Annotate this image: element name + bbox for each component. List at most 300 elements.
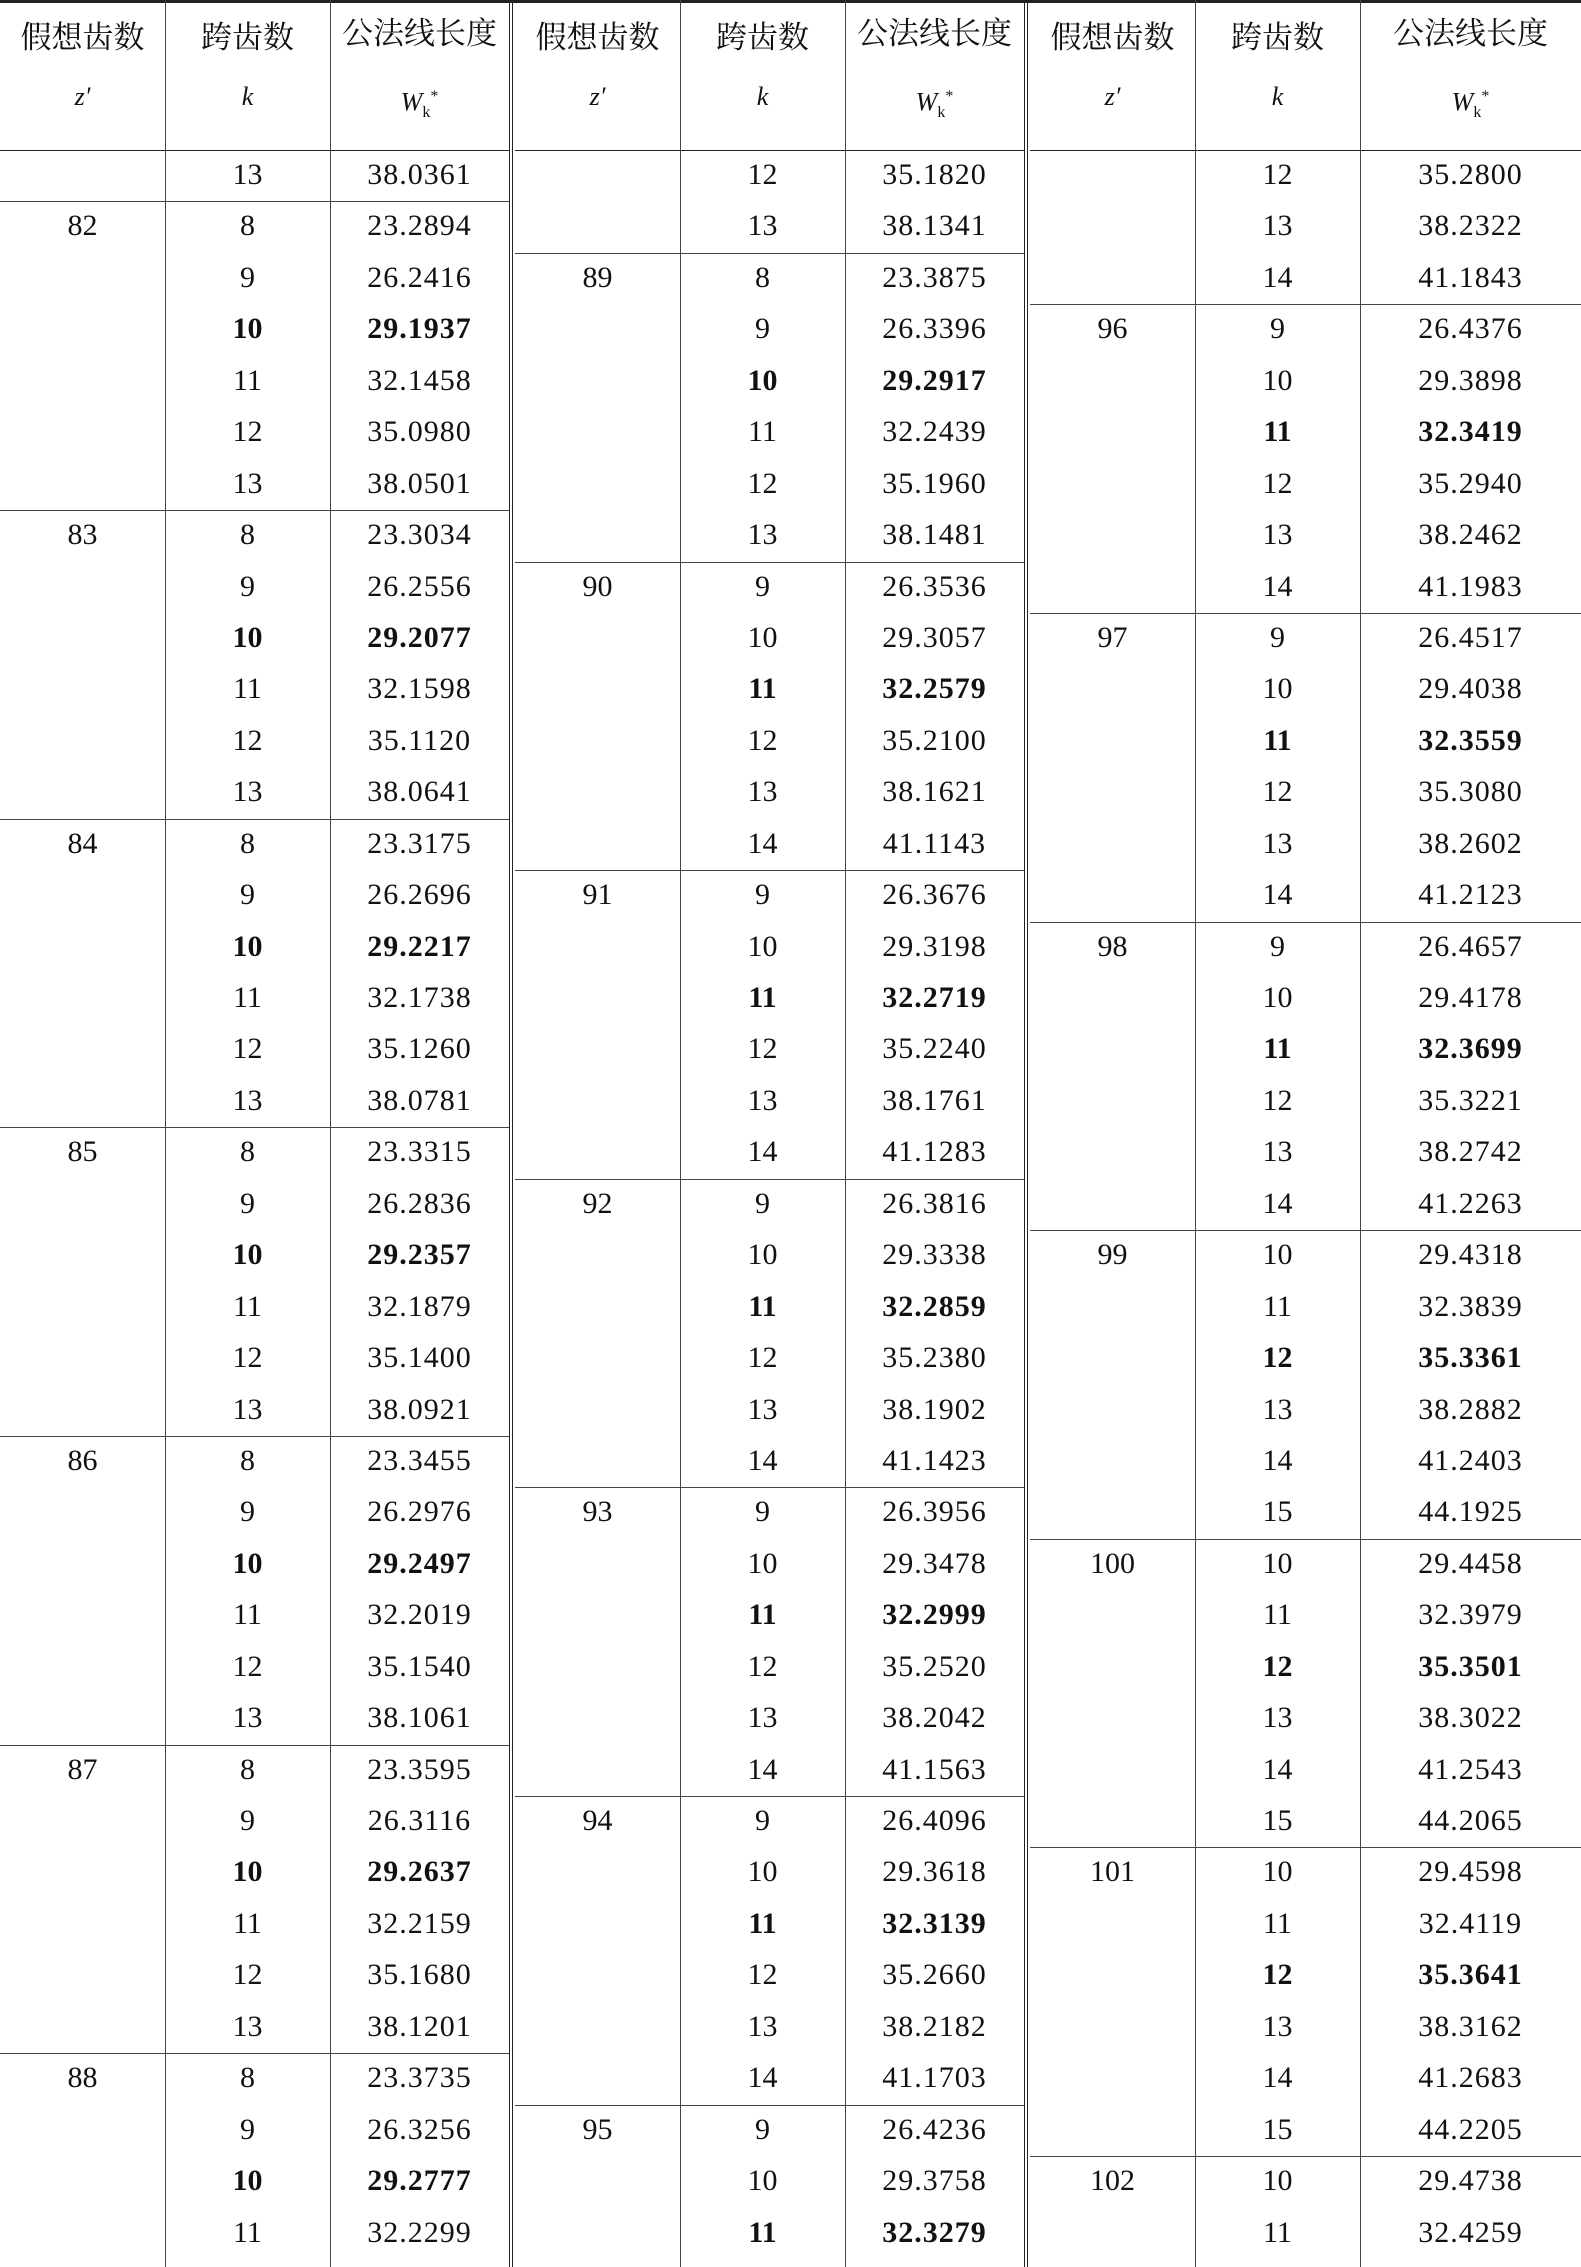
k-value: 13 [747,1701,778,1735]
group-rule [1030,304,1581,305]
k-value: 13 [747,775,778,809]
k-value: 14 [1262,1186,1293,1220]
k-value: 13 [747,518,778,552]
k-value: 10 [747,1238,778,1272]
w-value: 23.2894 [367,209,472,243]
k-value: 9 [755,1804,770,1838]
w-value: 29.4598 [1418,1855,1523,1889]
k-value: 15 [1262,1804,1293,1838]
column-header-k [165,0,330,150]
k-value: 11 [233,2215,262,2249]
w-value: 35.2240 [882,1032,987,1066]
z-value: 95 [582,2112,613,2146]
w-value: 26.4096 [882,1804,987,1838]
w-value: 26.3816 [882,1186,987,1220]
w-value: 41.1843 [1418,260,1523,294]
column-header-symbol: k [756,82,769,111]
k-value: 11 [748,672,777,706]
w-value: 32.2019 [367,1598,472,1632]
w-value: 38.2042 [882,1701,987,1735]
column-header-symbol: z′ [589,82,606,111]
z-value: 84 [67,826,98,860]
k-value: 9 [755,1186,770,1220]
w-value: 29.3198 [882,929,987,963]
w-value: 23.3875 [882,260,987,294]
z-value: 101 [1090,1855,1135,1889]
k-value: 9 [1270,312,1285,346]
w-value: 26.4517 [1418,620,1523,654]
w-value: 32.2999 [882,1598,987,1632]
k-value: 12 [1262,1341,1293,1375]
w-value: 26.3116 [367,1804,472,1838]
k-value: 11 [233,1598,262,1632]
w-value: 32.3699 [1418,1032,1523,1066]
k-value: 11 [1263,1032,1292,1066]
z-value: 86 [67,1443,98,1477]
w-value: 35.2800 [1418,158,1523,191]
k-value: 10 [1262,981,1293,1015]
w-value: 35.1820 [882,158,987,191]
column-header-name: 公法线长度 [857,16,1012,51]
k-value: 12 [747,466,778,500]
w-value: 26.2556 [367,569,472,603]
k-value: 9 [1270,620,1285,654]
w-value: 32.1738 [367,981,472,1015]
k-value: 10 [1262,363,1293,397]
k-value: 8 [755,260,770,294]
w-value: 26.4657 [1418,929,1523,963]
group-rule [515,253,1024,254]
k-value: 11 [1263,1289,1292,1323]
k-value: 12 [747,1649,778,1683]
w-value: 35.1680 [367,1958,472,1992]
w-value: 32.4119 [1418,1906,1523,1940]
k-value: 11 [748,1598,777,1632]
column-header-name: 跨齿数 [716,20,809,55]
k-value: 11 [1263,1598,1292,1632]
w-value: 38.1201 [367,2009,472,2043]
w-value: 26.3536 [882,569,987,603]
w-value: 32.2719 [882,981,987,1015]
column-header-name: 跨齿数 [201,20,294,55]
z-value: 82 [67,209,98,243]
column-header-name: 公法线长度 [342,16,497,51]
z-value: 99 [1097,1238,1128,1272]
w-value: 29.3338 [882,1238,987,1272]
k-value: 10 [747,363,778,397]
k-value: 12 [747,1341,778,1375]
w-value: 44.1925 [1418,1495,1523,1529]
z-value: 88 [67,2061,98,2095]
group-rule [1030,613,1581,614]
w-value: 23.3315 [367,1135,472,1169]
k-value: 10 [232,1546,263,1580]
w-value: 38.0781 [367,1083,472,1117]
k-value: 9 [240,569,255,603]
w-value: 38.1061 [367,1701,472,1735]
k-value: 12 [747,1032,778,1066]
k-value: 14 [747,1443,778,1477]
w-value: 26.2696 [367,878,472,912]
group-rule [0,819,509,820]
w-value: 29.1937 [367,312,472,346]
k-value: 13 [1262,1135,1293,1169]
w-value: 29.2497 [367,1546,472,1580]
w-value: 29.2917 [882,363,987,397]
w-value: 32.1879 [367,1289,472,1323]
z-value: 94 [582,1804,613,1838]
w-value: 35.3641 [1418,1958,1523,1992]
k-value: 12 [747,158,778,191]
column-header-name: 假想齿数 [535,20,660,55]
w-value: 32.2579 [882,672,987,706]
z-value: 85 [67,1135,98,1169]
w-value: 32.3419 [1418,415,1523,449]
k-value: 14 [747,1135,778,1169]
k-value: 12 [1262,158,1293,191]
k-value: 12 [1262,1649,1293,1683]
group-rule [0,1127,509,1128]
w-value: 26.3396 [882,312,987,346]
w-value: 35.1400 [367,1341,472,1375]
k-value: 9 [755,2112,770,2146]
w-value: 32.3139 [882,1906,987,1940]
k-value: 11 [233,363,262,397]
w-value: 38.3022 [1418,1701,1523,1735]
k-value: 11 [1263,1906,1292,1940]
k-value: 8 [240,518,255,552]
k-value: 11 [233,1906,262,1940]
k-value: 11 [1263,2215,1292,2249]
k-value: 13 [232,158,263,191]
w-value: 35.0980 [367,415,472,449]
w-value: 44.2065 [1418,1804,1523,1838]
k-value: 9 [755,1495,770,1529]
k-value: 13 [232,2009,263,2043]
w-value: 38.1341 [882,209,987,243]
column-header-z [0,0,165,150]
group-rule [515,870,1024,871]
w-value: 38.1481 [882,518,987,552]
k-value: 10 [232,929,263,963]
column-header-k [1195,0,1360,150]
k-value: 12 [1262,775,1293,809]
z-value: 93 [582,1495,613,1529]
group-rule [515,2105,1024,2106]
z-value: 87 [67,1752,98,1786]
k-value: 8 [240,1443,255,1477]
z-value: 102 [1090,2164,1135,2198]
column-header-z [1030,0,1195,150]
column-header-name: 公法线长度 [1393,16,1548,51]
k-value: 11 [748,1906,777,1940]
w-value: 35.2100 [882,723,987,757]
w-value: 38.2882 [1418,1392,1523,1426]
w-value: 35.2940 [1418,466,1523,500]
w-value: 29.3057 [882,620,987,654]
k-value: 10 [1262,1546,1293,1580]
column-header-symbol: $W_k^*$ [915,87,954,121]
k-value: 12 [232,1032,263,1066]
k-value: 14 [747,2061,778,2095]
k-value: 13 [1262,826,1293,860]
k-value: 12 [1262,1958,1293,1992]
k-value: 13 [232,1392,263,1426]
w-value: 38.0361 [367,158,472,191]
k-value: 9 [755,878,770,912]
table-section-1 [0,0,509,2267]
w-value: 35.2520 [882,1649,987,1683]
group-rule [515,562,1024,563]
w-value: 29.4458 [1418,1546,1523,1580]
w-value: 32.2859 [882,1289,987,1323]
w-value: 26.2976 [367,1495,472,1529]
w-value: 41.2123 [1418,878,1523,912]
column-header-name: 跨齿数 [1231,20,1324,55]
column-header-z [515,0,680,150]
z-value: 100 [1090,1546,1135,1580]
column-header-w [1360,0,1581,150]
k-value: 10 [232,620,263,654]
w-value: 26.3676 [882,878,987,912]
k-value: 9 [240,260,255,294]
w-value: 35.1260 [367,1032,472,1066]
w-value: 26.3956 [882,1495,987,1529]
group-rule [1030,922,1581,923]
w-value: 29.2357 [367,1238,472,1272]
group-rule [1030,1539,1581,1540]
w-value: 38.0501 [367,466,472,500]
k-value: 12 [232,1649,263,1683]
k-value: 10 [747,1546,778,1580]
k-value: 14 [747,826,778,860]
w-value: 29.2637 [367,1855,472,1889]
z-value: 97 [1097,620,1128,654]
k-value: 10 [1262,1855,1293,1889]
k-value: 12 [1262,466,1293,500]
w-value: 29.3898 [1418,363,1523,397]
k-value: 14 [747,1752,778,1786]
k-value: 9 [240,2112,255,2146]
k-value: 10 [232,312,263,346]
w-value: 26.2836 [367,1186,472,1220]
k-value: 9 [240,1804,255,1838]
group-rule [515,1487,1024,1488]
w-value: 23.3455 [367,1443,472,1477]
w-value: 35.3080 [1418,775,1523,809]
w-value: 29.4738 [1418,2164,1523,2198]
k-value: 13 [747,1083,778,1117]
k-value: 13 [747,1392,778,1426]
k-value: 10 [232,1238,263,1272]
w-value: 35.3361 [1418,1341,1523,1375]
w-value: 26.4236 [882,2112,987,2146]
k-value: 13 [232,1083,263,1117]
group-rule [0,510,509,511]
k-value: 10 [747,929,778,963]
k-value: 14 [1262,878,1293,912]
w-value: 29.3758 [882,2164,987,2198]
header-rule [515,150,1024,151]
w-value: 26.2416 [367,260,472,294]
k-value: 14 [1262,569,1293,603]
column-header-name: 假想齿数 [20,20,145,55]
k-value: 8 [240,209,255,243]
k-value: 12 [747,1958,778,1992]
k-value: 12 [232,1341,263,1375]
w-value: 32.2299 [367,2215,472,2249]
group-rule [1030,2156,1581,2157]
k-value: 11 [748,415,777,449]
k-value: 8 [240,1135,255,1169]
z-value: 96 [1097,312,1128,346]
k-value: 10 [1262,2164,1293,2198]
w-value: 29.3478 [882,1546,987,1580]
k-value: 9 [240,1495,255,1529]
k-value: 11 [748,2215,777,2249]
w-value: 32.3839 [1418,1289,1523,1323]
k-value: 8 [240,2061,255,2095]
w-value: 23.3034 [367,518,472,552]
w-value: 32.3979 [1418,1598,1523,1632]
w-value: 23.3735 [367,2061,472,2095]
column-header-w [330,0,509,150]
k-value: 10 [747,620,778,654]
k-value: 11 [233,1289,262,1323]
w-value: 29.2077 [367,620,472,654]
k-value: 9 [240,878,255,912]
w-value: 38.3162 [1418,2009,1523,2043]
w-value: 29.4038 [1418,672,1523,706]
w-value: 23.3595 [367,1752,472,1786]
k-value: 9 [755,312,770,346]
k-value: 11 [1263,723,1292,757]
k-value: 13 [1262,1392,1293,1426]
w-value: 29.4318 [1418,1238,1523,1272]
w-value: 32.2439 [882,415,987,449]
k-value: 10 [1262,672,1293,706]
k-value: 11 [748,1289,777,1323]
w-value: 35.2380 [882,1341,987,1375]
w-value: 35.1540 [367,1649,472,1683]
k-value: 13 [232,466,263,500]
w-value: 29.3618 [882,1855,987,1889]
column-header-name: 假想齿数 [1050,20,1175,55]
w-value: 38.2462 [1418,518,1523,552]
k-value: 13 [1262,2009,1293,2043]
group-rule [1030,1847,1581,1848]
group-rule [0,1745,509,1746]
w-value: 38.0921 [367,1392,472,1426]
k-value: 9 [240,1186,255,1220]
w-value: 41.2403 [1418,1443,1523,1477]
k-value: 11 [233,981,262,1015]
w-value: 29.4178 [1418,981,1523,1015]
w-value: 32.3559 [1418,723,1523,757]
k-value: 13 [1262,518,1293,552]
column-header-symbol: z′ [74,82,91,111]
w-value: 23.3175 [367,826,472,860]
k-value: 15 [1262,2112,1293,2146]
k-value: 13 [747,209,778,243]
column-header-k [680,0,845,150]
w-value: 35.3501 [1418,1649,1523,1683]
w-value: 38.2742 [1418,1135,1523,1169]
w-value: 35.2660 [882,1958,987,1992]
w-value: 41.2683 [1418,2061,1523,2095]
k-value: 13 [232,775,263,809]
k-value: 12 [232,723,263,757]
w-value: 38.1621 [882,775,987,809]
group-rule [0,201,509,202]
k-value: 8 [240,826,255,860]
k-value: 13 [1262,209,1293,243]
group-rule [515,1179,1024,1180]
k-value: 10 [232,2164,263,2198]
z-value: 90 [582,569,613,603]
w-value: 38.1902 [882,1392,987,1426]
k-value: 11 [1263,415,1292,449]
k-value: 9 [1270,929,1285,963]
group-rule [1030,1230,1581,1231]
column-header-w [845,0,1024,150]
k-value: 9 [755,569,770,603]
w-value: 38.0641 [367,775,472,809]
k-value: 13 [232,1701,263,1735]
w-value: 26.3256 [367,2112,472,2146]
z-value: 89 [582,260,613,294]
group-rule [0,1436,509,1437]
w-value: 41.1563 [882,1752,987,1786]
k-value: 11 [748,981,777,1015]
w-value: 26.4376 [1418,312,1523,346]
w-value: 41.1143 [882,826,987,860]
w-value: 41.2543 [1418,1752,1523,1786]
w-value: 32.4259 [1418,2215,1523,2249]
k-value: 10 [1262,1238,1293,1272]
group-rule [515,1796,1024,1797]
z-value: 98 [1097,929,1128,963]
k-value: 10 [747,1855,778,1889]
w-value: 44.2205 [1418,2112,1523,2146]
k-value: 10 [747,2164,778,2198]
header-rule [0,150,509,151]
section-separator [509,0,513,2267]
w-value: 38.2182 [882,2009,987,2043]
w-value: 32.1458 [367,363,472,397]
header-rule [1030,150,1581,151]
z-value: 83 [67,518,98,552]
k-value: 14 [1262,260,1293,294]
w-value: 41.1423 [882,1443,987,1477]
w-value: 41.1703 [882,2061,987,2095]
table-section-3 [1030,0,1581,2267]
z-value: 91 [582,878,613,912]
w-value: 32.3279 [882,2215,987,2249]
k-value: 10 [232,1855,263,1889]
column-header-symbol: k [1271,82,1284,111]
column-header-symbol: $W_k^*$ [400,87,439,121]
k-value: 13 [1262,1701,1293,1735]
w-value: 29.2217 [367,929,472,963]
w-value: 41.2263 [1418,1186,1523,1220]
k-value: 14 [1262,1443,1293,1477]
w-value: 35.3221 [1418,1083,1523,1117]
w-value: 38.2322 [1418,209,1523,243]
k-value: 12 [747,723,778,757]
k-value: 12 [1262,1083,1293,1117]
table-section-2 [515,0,1024,2267]
